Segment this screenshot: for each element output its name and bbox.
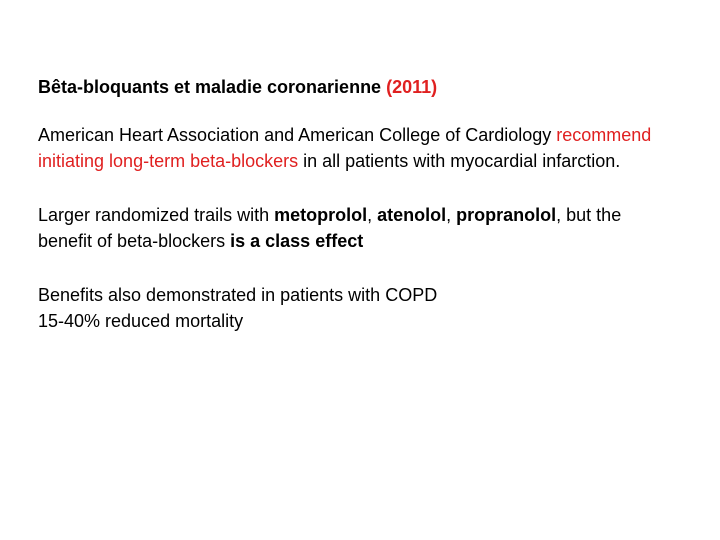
benefits-line-mortality: 15-40% reduced mortality xyxy=(38,311,244,331)
benefits-line-copd: Benefits also demonstrated in patients with COPD xyxy=(38,285,438,305)
slide-title xyxy=(38,74,678,100)
paragraph2-sep2: , xyxy=(446,205,457,225)
paragraph1-lead: American Heart Association and American College of Cardiology xyxy=(38,125,557,145)
title-text: Bêta-bloquants et maladie coronarienne xyxy=(38,77,387,97)
paragraph-recommendation xyxy=(38,122,678,174)
paragraph-trials xyxy=(38,202,678,254)
paragraph1-highlight: recommend initiating long-term beta-blockers xyxy=(38,125,652,171)
title-year: (2011) xyxy=(386,77,438,97)
paragraph2-part2: , but the benefit of beta-blockers xyxy=(38,205,622,251)
drug-metoprolol: metoprolol xyxy=(274,205,368,225)
paragraph2-part1: Larger randomized trails with xyxy=(38,205,275,225)
class-effect-emphasis: is a class effect xyxy=(230,231,364,251)
paragraph1-tail: in all patients with myocardial infarction. xyxy=(298,151,621,171)
slide-content xyxy=(38,74,678,362)
paragraph-benefits xyxy=(38,282,678,334)
paragraph2-sep1: , xyxy=(367,205,378,225)
drug-propranolol: propranolol xyxy=(456,205,557,225)
drug-atenolol: atenolol xyxy=(377,205,447,225)
